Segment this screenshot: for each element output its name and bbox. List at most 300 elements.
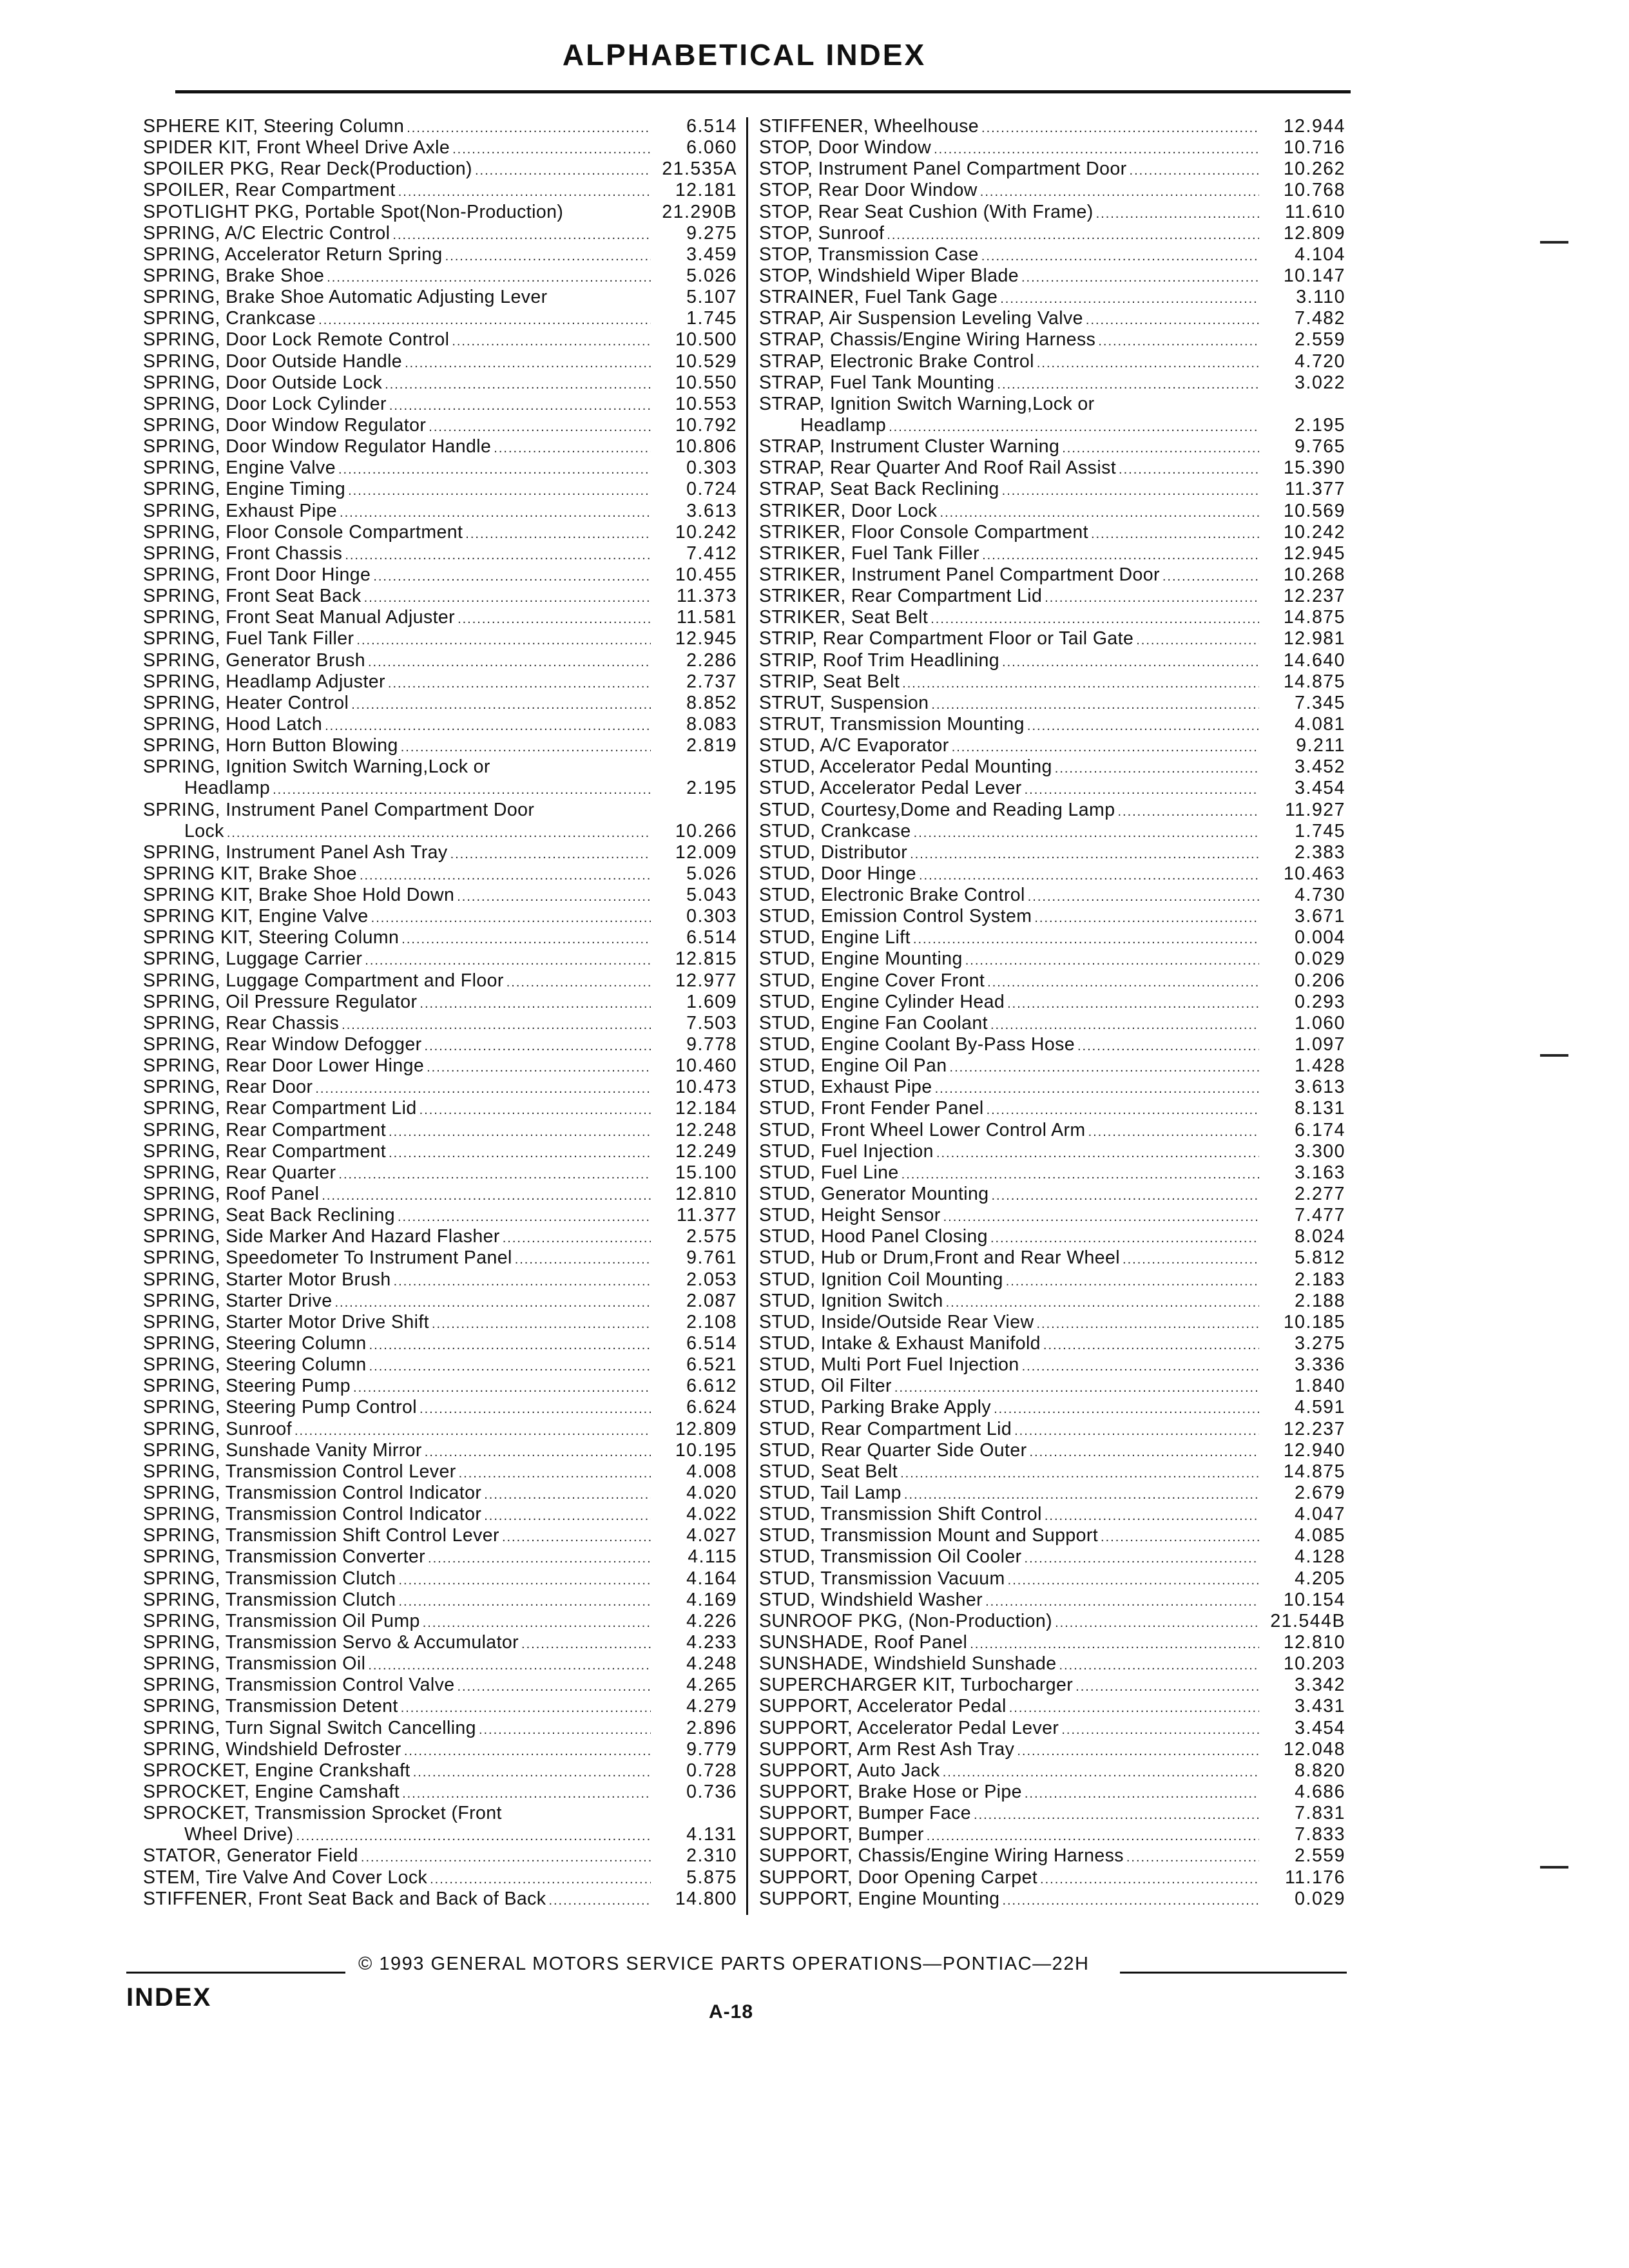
entry-reference: 10.473	[675, 1077, 737, 1098]
entry-reference: 11.581	[676, 607, 737, 628]
entry-reference: 12.249	[675, 1140, 737, 1162]
dot-leader	[428, 1552, 651, 1565]
entry-reference: 4.104	[1295, 244, 1345, 265]
dot-leader	[325, 720, 651, 733]
entry-reference: 7.482	[1295, 308, 1345, 329]
entry-name: STUD, Crankcase	[759, 820, 911, 841]
dot-leader	[1055, 762, 1259, 775]
dot-leader	[987, 1104, 1259, 1117]
entry-name: STUD, Engine Cover Front	[759, 970, 985, 991]
entry-reference: 12.184	[675, 1098, 737, 1119]
dot-leader	[982, 549, 1259, 562]
index-entry	[759, 673, 1345, 691]
dot-leader	[931, 698, 1259, 711]
section-label: INDEX	[126, 1983, 212, 2012]
entry-name: SPRING, Transmission Oil Pump	[143, 1610, 420, 1631]
entry-reference: 2.195	[686, 778, 737, 799]
index-entry	[143, 395, 737, 414]
entry-reference: 2.195	[1295, 414, 1345, 436]
dot-leader	[913, 933, 1259, 946]
entry-name: STRIKER, Floor Console Compartment	[759, 521, 1088, 543]
dot-leader	[368, 656, 651, 669]
entry-name: SPRING, Floor Console Compartment	[143, 521, 463, 543]
entry-reference: 4.169	[686, 1589, 737, 1610]
entry-reference: 3.275	[1295, 1333, 1345, 1354]
index-entry	[759, 117, 1345, 136]
dot-leader	[506, 976, 651, 989]
entry-name: SPRING, Transmission Converter	[143, 1546, 426, 1568]
dot-leader	[475, 164, 651, 177]
index-entry	[759, 1377, 1345, 1396]
dot-leader	[994, 1403, 1259, 1416]
index-entry	[143, 1633, 737, 1652]
index-entry	[143, 1697, 737, 1716]
entry-name: SPOILER PKG, Rear Deck(Production)	[143, 159, 472, 180]
dot-leader	[1037, 357, 1259, 370]
dot-leader	[902, 677, 1259, 690]
entry-name: STRAP, Electronic Brake Control	[759, 351, 1034, 372]
index-entry	[759, 502, 1345, 521]
dot-leader	[425, 1040, 651, 1053]
entry-reference: 5.026	[686, 863, 737, 884]
index-entry	[759, 1890, 1345, 1908]
index-entry	[759, 1121, 1345, 1140]
dot-leader	[1017, 1745, 1259, 1758]
index-entry	[759, 694, 1345, 713]
entry-name: SPRING, Exhaust Pipe	[143, 500, 338, 521]
dot-leader	[1045, 1510, 1259, 1523]
index-entry	[759, 843, 1345, 862]
entry-name: STOP, Sunroof	[759, 222, 885, 244]
entry-name: STOP, Rear Seat Cushion (With Frame)	[759, 201, 1094, 222]
index-entry	[759, 288, 1345, 307]
entry-name: Lock	[184, 820, 224, 841]
dot-leader	[1021, 271, 1259, 284]
dot-leader	[1098, 335, 1259, 348]
index-entry	[759, 1612, 1345, 1631]
entry-name: STUD, Multi Port Fuel Injection	[759, 1354, 1019, 1376]
entry-name: SPRING, Door Outside Lock	[143, 372, 383, 393]
entry-name: SPRING, Fuel Tank Filler	[143, 628, 354, 649]
entry-reference: 4.226	[686, 1610, 737, 1631]
entry-name: SPRING, Transmission Servo & Accumulator	[143, 1631, 519, 1653]
dot-leader	[371, 912, 651, 925]
entry-name: STOP, Transmission Case	[759, 244, 979, 265]
entry-reference: 4.047	[1295, 1504, 1345, 1525]
entry-reference: 0.029	[1295, 1888, 1345, 1909]
index-entry	[759, 1249, 1345, 1267]
dot-leader	[1061, 1724, 1259, 1736]
index-entry	[143, 886, 737, 905]
entry-reference: 3.459	[686, 244, 737, 265]
index-entry	[759, 416, 1345, 435]
entry-reference: 10.806	[675, 436, 737, 457]
entry-name: SUPPORT, Engine Mounting	[759, 1888, 1000, 1909]
entry-reference: 3.454	[1295, 778, 1345, 799]
entry-name: STOP, Door Window	[759, 137, 932, 159]
dot-leader	[1025, 1787, 1259, 1800]
entry-name: SPRING, Roof Panel	[143, 1184, 320, 1205]
dot-leader	[965, 954, 1259, 967]
index-entry	[759, 374, 1345, 392]
dot-leader	[1029, 1446, 1259, 1459]
index-entry	[759, 1099, 1345, 1118]
dot-leader	[1007, 997, 1259, 1010]
index-entry	[143, 309, 737, 328]
entry-name: STUD, Accelerator Pedal Lever	[759, 778, 1022, 799]
entry-reference: 10.262	[1283, 159, 1345, 180]
entry-reference: 3.300	[1295, 1140, 1345, 1162]
index-entry	[143, 139, 737, 157]
index-entry	[143, 651, 737, 670]
dot-leader	[419, 997, 651, 1010]
dot-leader	[990, 1019, 1259, 1032]
entry-reference: 7.831	[1295, 1803, 1345, 1824]
entry-name: STRIP, Roof Trim Headlining	[759, 649, 1000, 671]
dot-leader	[345, 549, 651, 562]
entry-name: STUD, Seat Belt	[759, 1461, 898, 1482]
index-entry	[143, 950, 737, 968]
dot-leader	[351, 698, 651, 711]
entry-name: SPRING, Front Seat Back	[143, 586, 361, 607]
dot-leader	[484, 1510, 651, 1523]
index-entry	[759, 736, 1345, 755]
dot-leader	[402, 1787, 651, 1800]
index-entry	[759, 1633, 1345, 1652]
dot-leader	[342, 1019, 651, 1032]
index-entry	[143, 865, 737, 883]
entry-name: SPRING, Steering Pump Control	[143, 1397, 418, 1418]
dot-leader	[392, 229, 651, 242]
entry-name: SPRING, Transmission Control Valve	[143, 1675, 455, 1696]
index-entry	[143, 502, 737, 521]
index-entry	[759, 1035, 1345, 1054]
dot-leader	[360, 869, 651, 882]
entry-reference: 9.211	[1296, 735, 1345, 756]
entry-reference: 2.188	[1295, 1290, 1345, 1311]
entry-name: STRIKER, Seat Belt	[759, 607, 929, 628]
entry-name: SPRING, Oil Pressure Regulator	[143, 991, 418, 1012]
entry-name: SPRING, Instrument Panel Compartment Door	[143, 799, 535, 820]
entry-reference: 12.815	[675, 948, 737, 970]
index-entry	[143, 1463, 737, 1481]
dot-leader	[399, 1595, 651, 1608]
index-entry	[143, 566, 737, 584]
entry-name: STUD, Rear Quarter Side Outer	[759, 1439, 1027, 1461]
entry-name: STUD, Fuel Injection	[759, 1140, 934, 1162]
entry-name: STRIKER, Rear Compartment Lid	[759, 586, 1043, 607]
entry-reference: 2.575	[686, 1226, 737, 1247]
dot-leader	[1027, 720, 1259, 733]
index-entry	[143, 1890, 737, 1908]
index-entry	[759, 1655, 1345, 1673]
entry-reference: 9.779	[686, 1738, 737, 1760]
dot-leader	[445, 250, 651, 263]
dot-leader	[934, 143, 1259, 156]
index-entry	[143, 1356, 737, 1374]
index-entry	[143, 416, 737, 435]
entry-name: SUPPORT, Bumper	[759, 1824, 924, 1845]
dot-leader	[1162, 570, 1259, 583]
entry-name: SPRING, Luggage Carrier	[143, 948, 363, 970]
entry-reference: 21.535A	[662, 159, 737, 180]
dot-leader	[1006, 1275, 1259, 1288]
entry-name: SPRING, Front Seat Manual Adjuster	[143, 607, 456, 628]
entry-name: STRUT, Suspension	[759, 692, 929, 713]
index-entry	[759, 1057, 1345, 1075]
dot-leader	[1040, 1873, 1259, 1886]
entry-reference: 10.500	[675, 329, 737, 351]
entry-reference: 10.455	[675, 564, 737, 585]
entry-reference: 12.981	[1283, 628, 1345, 649]
entry-name: STUD, Transmission Vacuum	[759, 1568, 1005, 1589]
index-entry	[143, 928, 737, 947]
index-entry	[759, 886, 1345, 905]
dot-leader	[946, 1296, 1259, 1309]
edge-mark	[1540, 1054, 1568, 1057]
dot-leader	[429, 421, 651, 434]
dot-leader	[318, 314, 651, 327]
entry-reference: 14.875	[1283, 607, 1345, 628]
dot-leader	[974, 1809, 1259, 1821]
index-entry	[143, 1057, 737, 1075]
entry-reference: 1.428	[1295, 1055, 1345, 1077]
entry-name: SPRING, Transmission Detent	[143, 1696, 398, 1717]
entry-name: STRAP, Instrument Cluster Warning	[759, 436, 1060, 457]
dot-leader	[334, 1296, 651, 1309]
entry-reference: 2.183	[1295, 1269, 1345, 1290]
index-entry	[759, 801, 1345, 820]
entry-reference: 12.248	[675, 1119, 737, 1140]
entry-name: STUD, Accelerator Pedal Mounting	[759, 756, 1052, 778]
entry-name: STEM, Tire Valve And Cover Lock	[143, 1867, 428, 1888]
entry-reference: 12.237	[1283, 1418, 1345, 1439]
index-entry	[759, 950, 1345, 968]
index-entry	[143, 907, 737, 926]
dot-leader	[369, 1360, 651, 1373]
entry-reference: 4.591	[1295, 1397, 1345, 1418]
dot-leader	[401, 933, 651, 946]
dot-leader	[430, 1873, 651, 1886]
dot-leader	[338, 463, 651, 476]
dot-leader	[294, 1425, 651, 1437]
entry-name: SPRING, Ignition Switch Warning,Lock or	[143, 756, 490, 778]
entry-reference: 0.303	[686, 906, 737, 927]
entry-reference: 9.275	[686, 222, 737, 244]
entry-name: Headlamp	[800, 414, 887, 436]
index-entry	[759, 544, 1345, 563]
index-entry	[759, 1804, 1345, 1823]
entry-name: SPRING, Hood Latch	[143, 713, 323, 735]
entry-reference: 12.977	[675, 970, 737, 991]
dot-leader	[904, 1488, 1259, 1501]
entry-name: SPRING KIT, Brake Shoe	[143, 863, 357, 884]
entry-reference: 11.373	[676, 586, 737, 607]
entry-name: STUD, Generator Mounting	[759, 1184, 989, 1205]
index-entry	[143, 1035, 737, 1054]
dot-leader	[423, 1617, 651, 1629]
entry-name: SUPPORT, Auto Jack	[759, 1760, 940, 1781]
entry-reference: 2.383	[1295, 841, 1345, 863]
dot-leader	[1043, 1339, 1259, 1352]
entry-reference: 1.745	[686, 308, 737, 329]
entry-name: SPRING, Transmission Control Indicator	[143, 1483, 482, 1503]
index-entry	[759, 1441, 1345, 1460]
entry-reference: 11.377	[1284, 479, 1345, 500]
entry-reference: 12.809	[1283, 222, 1345, 244]
index-entry	[143, 1548, 737, 1566]
index-entry	[143, 1121, 737, 1140]
index-entry	[143, 1505, 737, 1524]
entry-reference: 10.268	[1283, 564, 1345, 585]
entry-name: STRUT, Transmission Mounting	[759, 713, 1025, 735]
entry-name: SPOILER, Rear Compartment	[143, 180, 396, 201]
index-entry	[759, 1697, 1345, 1716]
index-entry	[759, 779, 1345, 798]
index-entry	[759, 907, 1345, 926]
dot-leader	[327, 271, 651, 284]
dot-leader	[373, 570, 651, 583]
entry-reference: 2.559	[1295, 1845, 1345, 1867]
entry-reference: 0.728	[686, 1760, 737, 1781]
entry-name: SPRING, A/C Electric Control	[143, 222, 390, 244]
index-entry	[143, 1762, 737, 1780]
entry-reference: 3.431	[1295, 1696, 1345, 1717]
entry-reference: 10.266	[675, 820, 737, 841]
dot-leader	[361, 1851, 651, 1864]
entry-reference: 6.514	[686, 927, 737, 948]
entry-reference: 10.792	[675, 414, 737, 436]
entry-reference: 10.203	[1283, 1653, 1345, 1675]
index-entry	[759, 224, 1345, 243]
column-divider	[746, 117, 748, 1915]
dot-leader	[484, 1488, 651, 1501]
entry-reference: 9.761	[686, 1247, 737, 1269]
index-entry	[759, 1185, 1345, 1204]
index-entry	[143, 1271, 737, 1289]
entry-name: SUPERCHARGER KIT, Turbocharger	[759, 1675, 1074, 1696]
entry-reference: 1.060	[1295, 1012, 1345, 1033]
entry-name: STRIP, Seat Belt	[759, 671, 900, 692]
dot-leader	[427, 1061, 651, 1074]
entry-reference: 14.800	[675, 1888, 737, 1909]
index-entry	[759, 437, 1345, 456]
entry-name: Headlamp	[184, 778, 271, 799]
entry-reference: 21.544B	[1270, 1610, 1345, 1631]
index-entry	[759, 267, 1345, 285]
entry-name: SPRING, Door Window Regulator	[143, 414, 427, 436]
index-entry	[759, 331, 1345, 349]
dot-leader	[273, 783, 651, 796]
entry-name: SPRING, Horn Button Blowing	[143, 735, 398, 756]
index-entry	[143, 736, 737, 755]
index-entry	[143, 843, 737, 862]
entry-reference: 3.342	[1295, 1675, 1345, 1696]
index-entry	[143, 374, 737, 392]
index-entry	[143, 1142, 737, 1161]
dot-leader	[952, 741, 1259, 754]
index-entry	[143, 1377, 737, 1396]
entry-reference: 8.852	[686, 692, 737, 713]
index-entry	[759, 1526, 1345, 1545]
entry-name: STUD, Engine Coolant By-Pass Hose	[759, 1034, 1075, 1055]
entry-reference: 2.819	[686, 735, 737, 756]
entry-name: SPRING, Accelerator Return Spring	[143, 244, 443, 265]
entry-reference: 4.020	[686, 1483, 737, 1503]
dot-leader	[457, 1680, 651, 1693]
dot-leader	[1002, 1894, 1259, 1907]
entry-reference: 10.768	[1283, 180, 1345, 201]
entry-name: SPRING KIT, Steering Column	[143, 927, 400, 948]
dot-leader	[348, 485, 651, 497]
index-entry	[759, 1142, 1345, 1161]
dot-leader	[369, 1339, 651, 1352]
dot-leader	[458, 613, 651, 626]
index-entry	[759, 1356, 1345, 1374]
entry-name: SPRING, Generator Brush	[143, 649, 365, 671]
dot-leader	[353, 1381, 651, 1394]
dot-leader	[940, 506, 1259, 519]
entry-reference: 8.131	[1295, 1098, 1345, 1119]
entry-name: STIFFENER, Front Seat Back and Back of Back	[143, 1888, 546, 1909]
entry-name: Wheel Drive)	[184, 1824, 294, 1845]
index-entry	[143, 715, 737, 734]
entry-name: STUD, Emission Control System	[759, 906, 1032, 927]
index-entry	[143, 1591, 737, 1610]
dot-leader	[992, 1189, 1260, 1202]
entry-reference: 2.053	[686, 1269, 737, 1290]
entry-reference: 21.290B	[662, 201, 737, 222]
index-entry	[143, 1719, 737, 1738]
entry-name: STUD, Height Sensor	[759, 1205, 941, 1226]
index-entry	[143, 117, 737, 136]
entry-reference: 3.336	[1295, 1354, 1345, 1376]
index-entry	[759, 1505, 1345, 1524]
dot-leader	[227, 827, 651, 840]
index-entry	[143, 459, 737, 477]
dot-leader	[1091, 528, 1259, 541]
entry-name: SPRING, Crankcase	[143, 308, 316, 329]
entry-name: SPRING, Starter Motor Brush	[143, 1269, 391, 1290]
index-entry	[759, 1740, 1345, 1759]
index-entry	[143, 1612, 737, 1631]
entry-name: SPRING, Side Marker And Hazard Flasher	[143, 1226, 500, 1247]
entry-name: STRAP, Chassis/Engine Wiring Harness	[759, 329, 1096, 351]
entry-reference: 4.233	[686, 1631, 737, 1653]
index-entry	[143, 1676, 737, 1695]
index-entry	[143, 224, 737, 243]
entry-reference: 12.940	[1283, 1439, 1345, 1461]
index-entry	[143, 1655, 737, 1673]
entry-name: SUPPORT, Arm Rest Ash Tray	[759, 1738, 1015, 1760]
entry-name: SPRING, Brake Shoe Automatic Adjusting Lever	[143, 287, 548, 308]
entry-reference: 4.265	[686, 1675, 737, 1696]
index-column-right	[759, 117, 1345, 1908]
dot-leader	[1123, 1253, 1259, 1266]
entry-reference: 7.477	[1295, 1205, 1345, 1226]
entry-reference: 10.154	[1283, 1589, 1345, 1610]
index-entry	[759, 822, 1345, 841]
entry-reference: 1.609	[686, 991, 737, 1012]
dot-leader	[887, 229, 1259, 242]
index-entry	[759, 1014, 1345, 1033]
index-entry	[759, 1676, 1345, 1695]
entry-reference: 4.205	[1295, 1568, 1345, 1589]
dot-leader	[340, 506, 651, 519]
index-entry	[759, 1463, 1345, 1481]
index-entry	[759, 1334, 1345, 1353]
index-entry	[143, 331, 737, 349]
